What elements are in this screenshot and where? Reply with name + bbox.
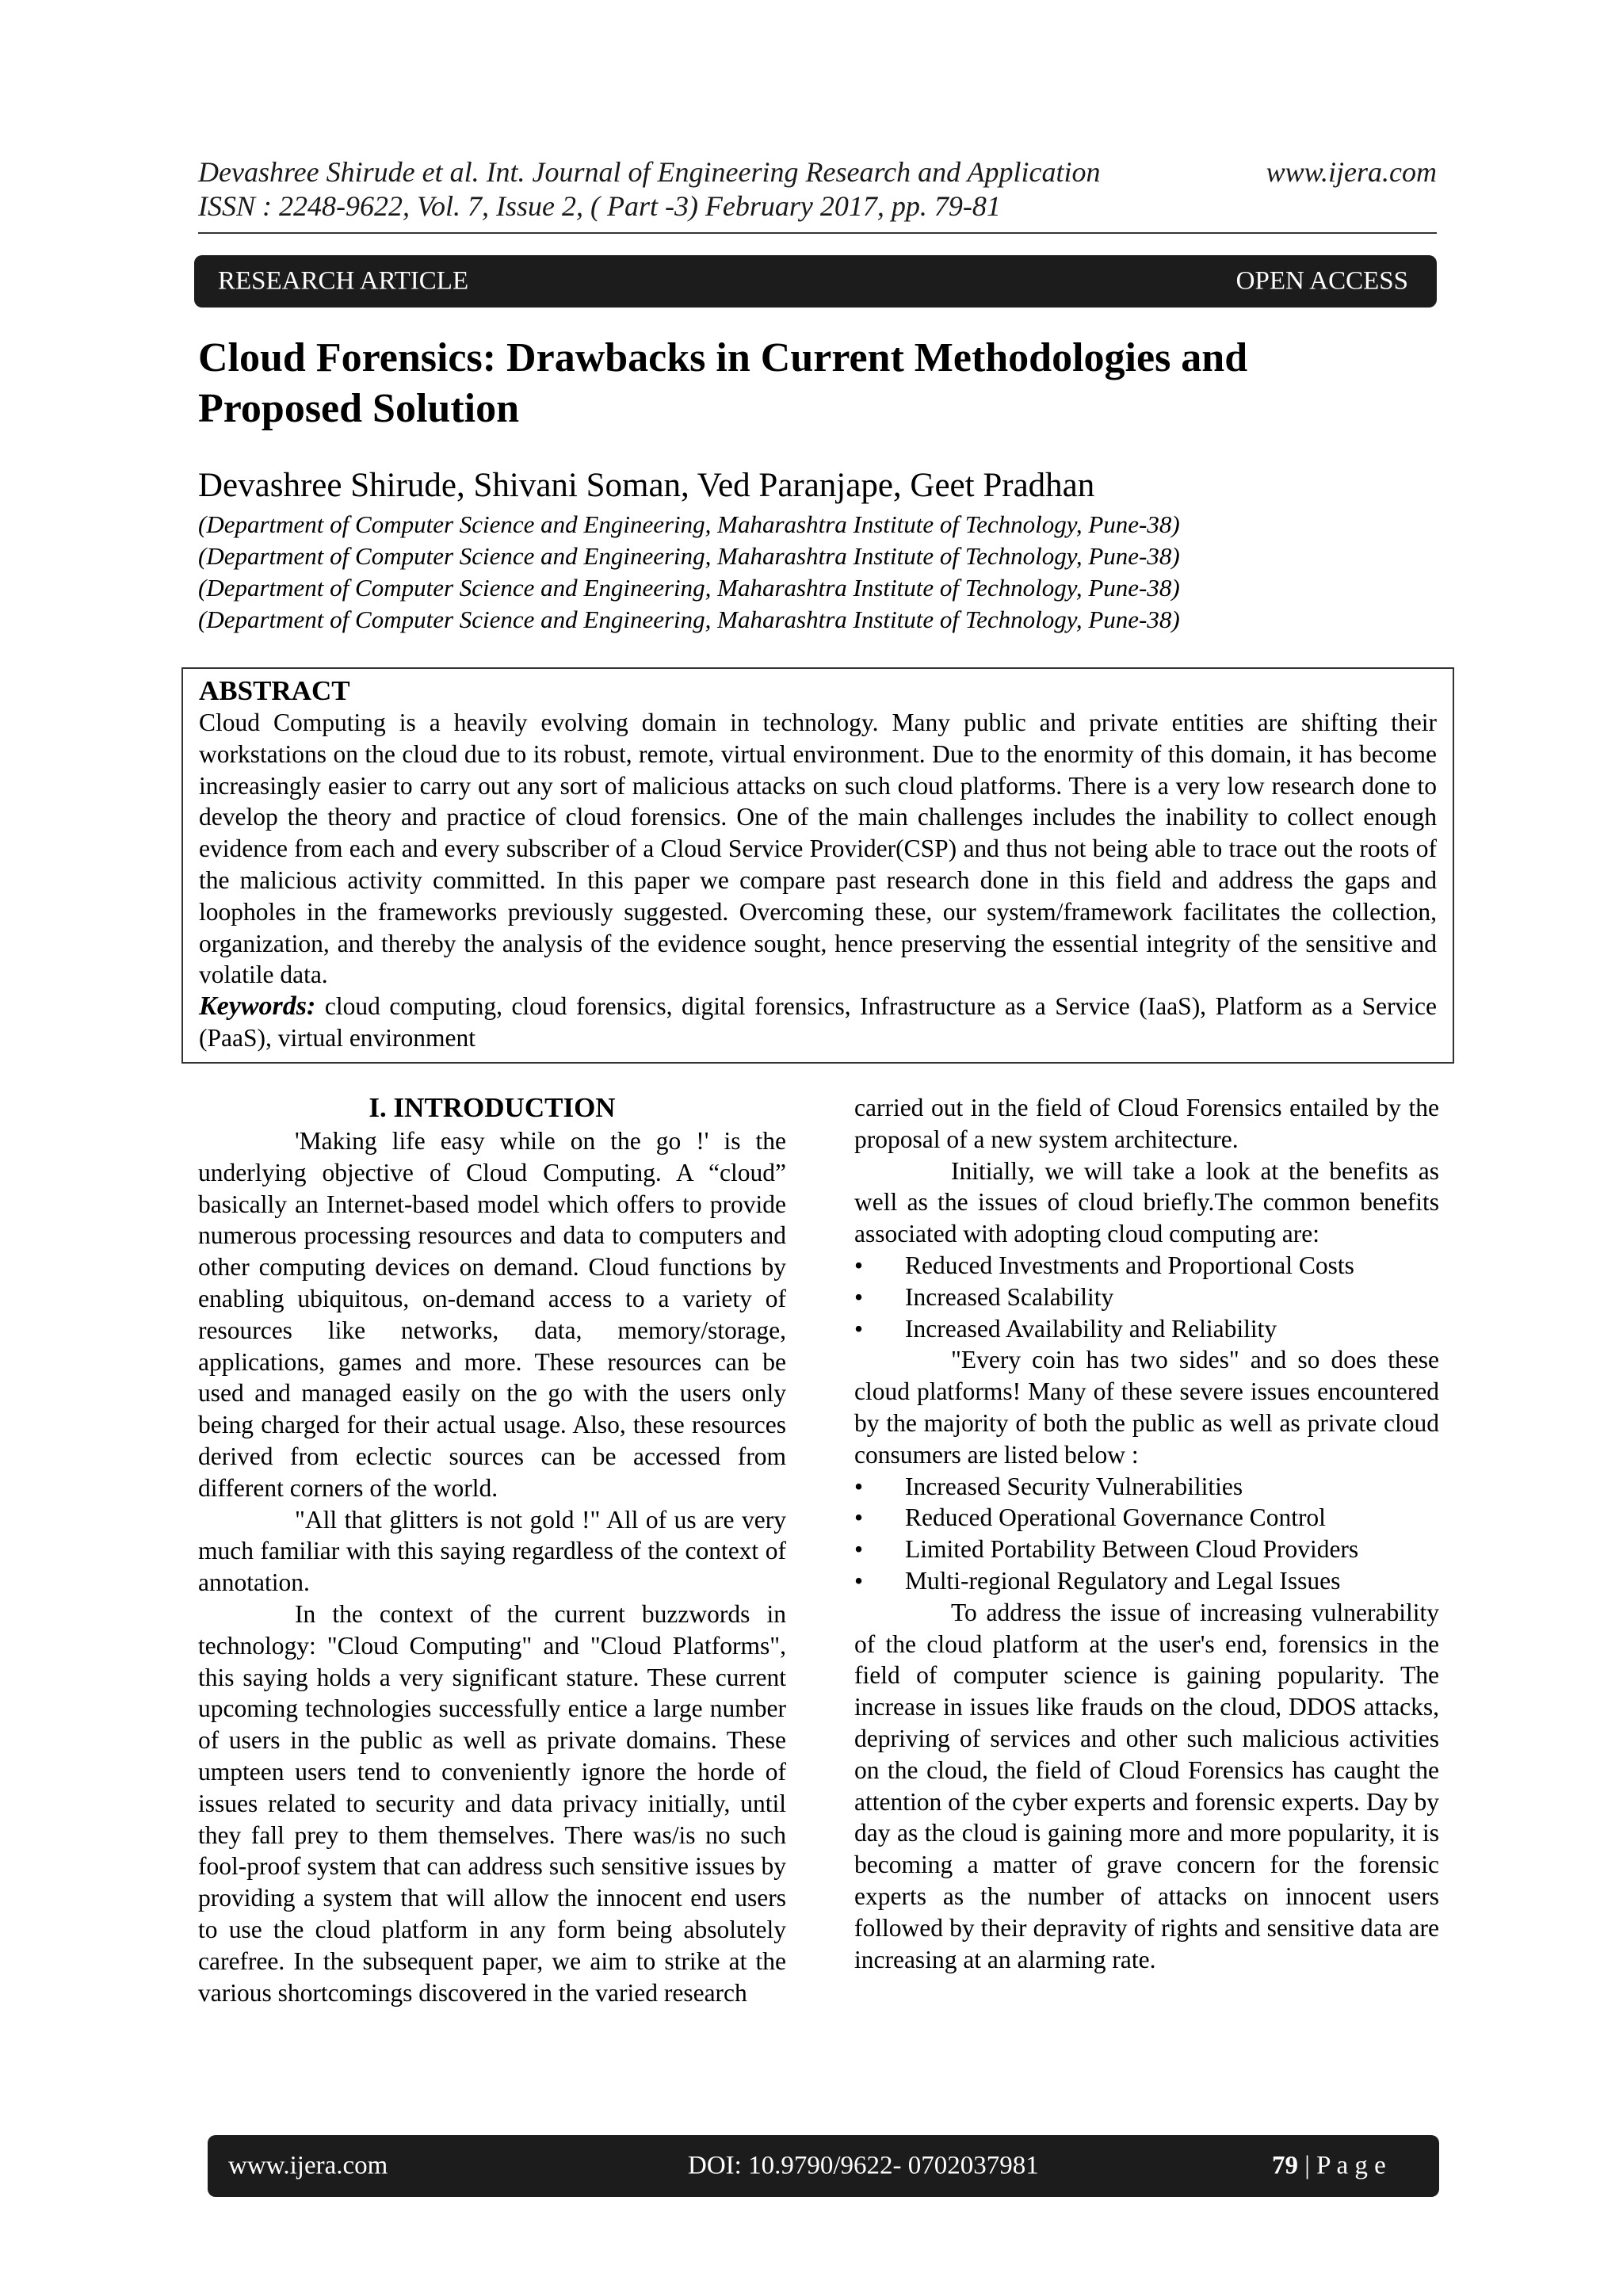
issue-item (854, 1565, 1439, 1597)
intro-paragraph-1: 'Making life easy while on the go !' is the underlying objective of Cloud Computing. A “cloud” basically an Internet-based model which offers to provide numerous processing resources and data to computers and other computing devices on demand. Cloud functions by enabling ubiquitous, on-demand access to a variety of resources like networks, data, memory/storage, applications, games and more. These resources can be used and managed easily on the go with the users only being charged for their actual usage. Also, these resources derived from eclectic sources can be accessed from different corners of the world. (198, 1127, 786, 1502)
journal-citation: Devashree Shirude et al. Int. Journal of Engineering Research and Application (198, 156, 1101, 188)
benefit-item (854, 1282, 1439, 1313)
affiliation-2: (Department of Computer Science and Engineering, Maharashtra Institute of Technology, Pune-38) (198, 542, 1180, 570)
bullet-icon: • (854, 1282, 864, 1311)
affiliation-3: (Department of Computer Science and Engineering, Maharashtra Institute of Technology, Pune-38) (198, 574, 1180, 602)
keywords-text: cloud computing, cloud forensics, digital forensics, Infrastructure as a Service (IaaS), Platform as a Service (PaaS), virtual environment (199, 992, 1437, 1052)
open-access-label: OPEN ACCESS (1235, 266, 1408, 296)
page-number: 79 (1272, 2151, 1298, 2180)
research-article-label: RESEARCH ARTICLE (218, 266, 469, 296)
abstract-text: Cloud Computing is a heavily evolving domain in technology. Many public and private entities are shifting their workstations on the cloud due to its robust, remote, virtual environment. Due to the enormity of this domain, it has become increasingly easier to carry out any sort of malicious attacks on such cloud platforms. There is a very low research done to develop the theory and practice of cloud forensics. One of the main challenges includes the inability to collect enough evidence from each and every subscriber of a Cloud Service Provider(CSP) and thus not being able to trace out the roots of the malicious activity committed. In this paper we compare past research done in this field and address the gaps and loopholes in the frameworks previously suggested. Overcoming these, our system/framework facilitates the collection, organization, and thereby the analysis of the evidence sought, hence preserving the essential integrity of the sensitive and volatile data. (199, 709, 1437, 989)
intro-paragraph-2: "All that glitters is not gold !" All of us are very much familiar with this saying regardless of the context of annotation. (198, 1505, 786, 1597)
benefit-text: Increased Scalability (905, 1282, 1114, 1311)
benefit-item (854, 1250, 1439, 1282)
footer-website: www.ijera.com (228, 2151, 388, 2180)
bullet-icon: • (854, 1566, 864, 1595)
footer-doi: DOI: 10.9790/9622- 0702037981 (688, 2151, 1039, 2180)
bullet-icon: • (854, 1314, 864, 1343)
benefits-intro: Initially, we will take a look at the benefits as well as the issues of cloud briefly.The common benefits associated with adopting cloud computing are: (854, 1156, 1439, 1248)
journal-website: www.ijera.com (1266, 156, 1437, 188)
issue-item (854, 1534, 1439, 1565)
intro-paragraph-3: In the context of the current buzzwords in technology: "Cloud Computing" and "Cloud Platforms", this saying holds a very significant stature. These current upcoming technologies successfully entice a large number of users in the public as well as private domains. These umpteen users tend to conveniently ignore the horde of issues related to security and data privacy initially, until they fall prey to them themselves. There was/is no such fool-proof system that can address such sensitive issues by providing a system that will allow the innocent end users to use the cloud platform in any form being absolutely carefree. In the subsequent paper, we aim to strike at the various shortcomings discovered in the varied research (198, 1599, 786, 2007)
abstract-heading: ABSTRACT (199, 675, 350, 706)
keywords-label: Keywords: (199, 991, 316, 1022)
issue-item (854, 1471, 1439, 1503)
issues-list (854, 1471, 1439, 1597)
abstract-box (181, 667, 1454, 1064)
closing-paragraph: To address the issue of increasing vulnerability of the cloud platform at the user's end, forensics in the field of computer science is gaining popularity. The increase in issues like frauds on the cloud, DDOS attacks, depriving of services and other such malicious activities on the cloud, the field of Cloud Forensics has caught the attention of the cyber experts and forensic experts. Day by day as the cloud is gaining more and more popularity, it is becoming a matter of grave concern for the forensic experts as the number of attacks on innocent users followed by their depravity of rights and sensitive data are increasing at an alarming rate. (854, 1598, 1439, 1973)
article-type-banner (194, 255, 1437, 308)
intro-continuation: carried out in the field of Cloud Forensics entailed by the proposal of a new system architecture. (854, 1094, 1439, 1153)
paper-title-line-1: Cloud Forensics: Drawbacks in Current Methodologies and (198, 335, 1248, 380)
left-column (198, 1092, 786, 2008)
page-footer (208, 2135, 1439, 2197)
bullet-icon: • (854, 1472, 864, 1500)
bullet-icon: • (854, 1251, 864, 1279)
benefit-text: Increased Availability and Reliability (905, 1314, 1277, 1343)
issn-line: ISSN : 2248-9622, Vol. 7, Issue 2, ( Part -3) February 2017, pp. 79-81 (198, 190, 1001, 222)
benefit-item (854, 1313, 1439, 1345)
benefits-list (854, 1250, 1439, 1344)
keywords-paragraph (199, 991, 1437, 1054)
paper-title (198, 333, 1434, 434)
paper-title-line-2: Proposed Solution (198, 386, 520, 431)
issue-text: Increased Security Vulnerabilities (905, 1472, 1243, 1500)
affiliation-1: (Department of Computer Science and Engineering, Maharashtra Institute of Technology, Pune-38) (198, 510, 1180, 538)
issue-text: Limited Portability Between Cloud Providers (905, 1535, 1359, 1564)
bullet-icon: • (854, 1535, 864, 1564)
issues-intro: "Every coin has two sides" and so does these cloud platforms! Many of these severe issues encountered by the majority of both the public as well as private cloud consumers are listed below : (854, 1346, 1439, 1469)
issue-item (854, 1502, 1439, 1534)
page-label: | P a g e (1304, 2151, 1386, 2180)
footer-page (1272, 2152, 1386, 2181)
issue-text: Reduced Operational Governance Control (905, 1503, 1326, 1532)
author-list: Devashree Shirude, Shivani Soman, Ved Paranjape, Geet Pradhan (198, 467, 1095, 504)
affiliation-4: (Department of Computer Science and Engineering, Maharashtra Institute of Technology, Pune-38) (198, 606, 1180, 633)
bullet-icon: • (854, 1503, 864, 1532)
header-rule (198, 232, 1437, 234)
affiliations (198, 509, 1180, 636)
section-heading-introduction: I. INTRODUCTION (369, 1092, 616, 1123)
benefit-text: Reduced Investments and Proportional Costs (905, 1251, 1354, 1279)
right-column (854, 1092, 1439, 1975)
issue-text: Multi-regional Regulatory and Legal Issues (905, 1566, 1341, 1595)
